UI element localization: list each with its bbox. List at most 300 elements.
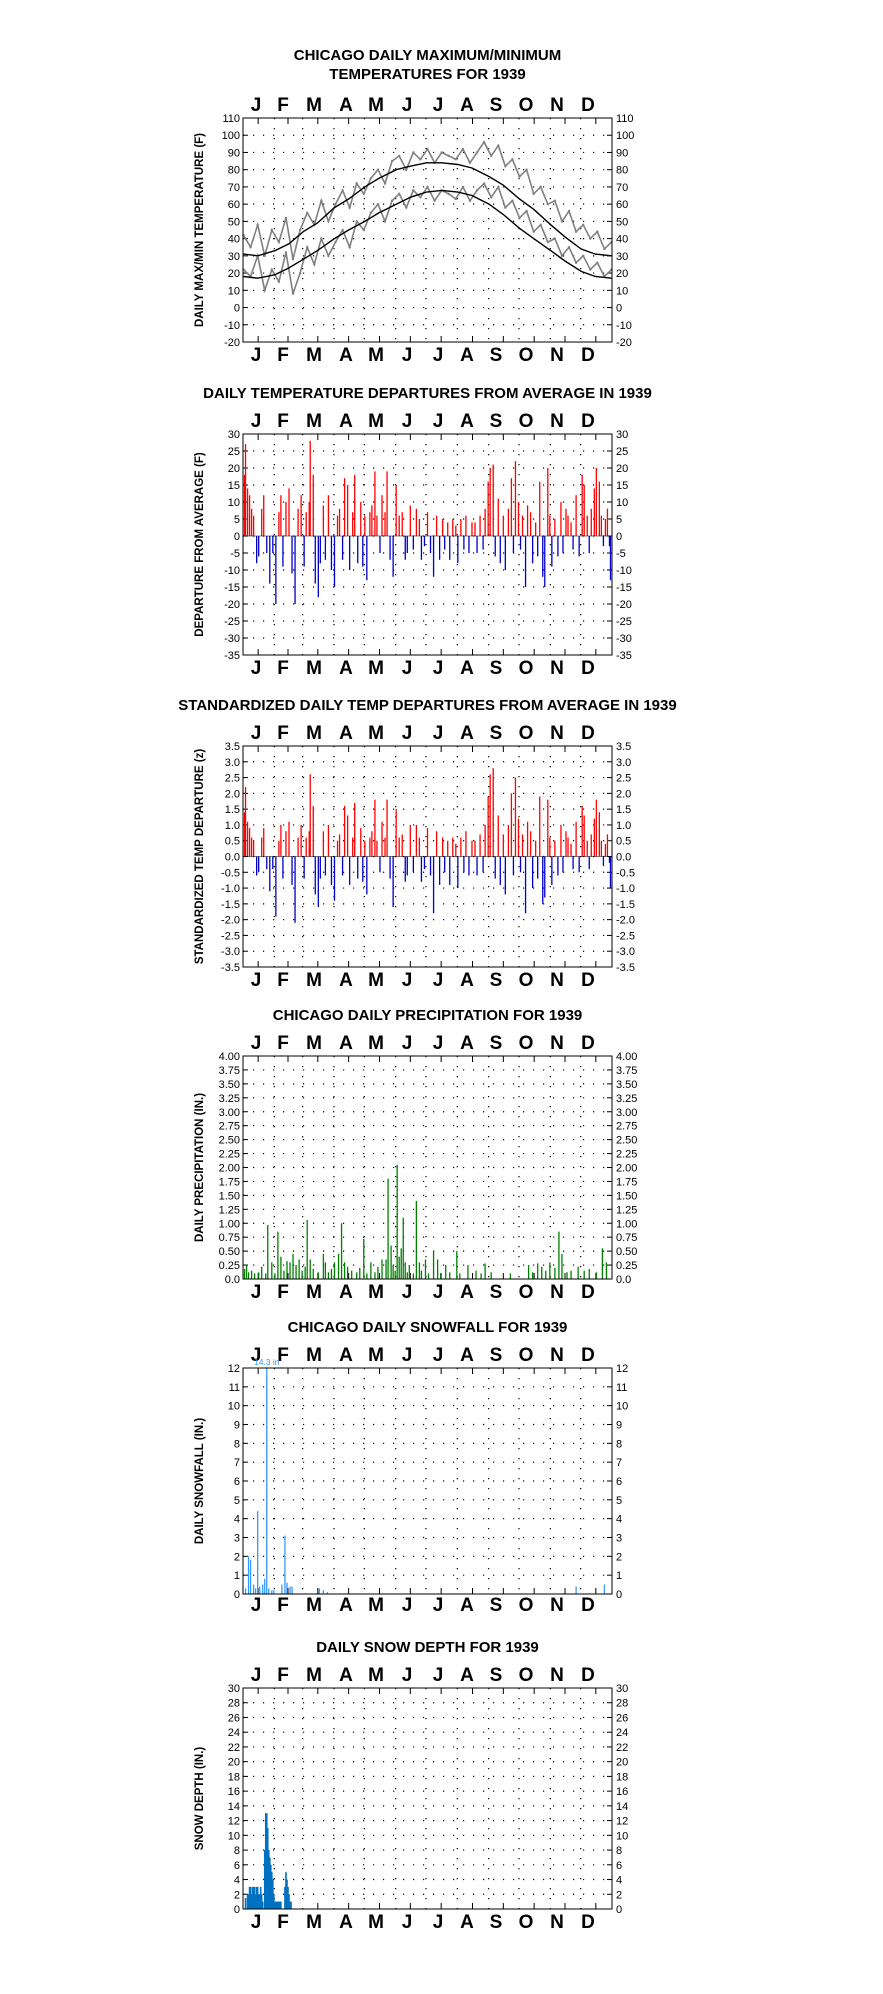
standardized-bar bbox=[488, 797, 489, 857]
standardized-bar bbox=[376, 841, 377, 857]
departures-bar bbox=[591, 509, 592, 536]
standardized-bar bbox=[508, 825, 509, 857]
temps-point-max bbox=[278, 241, 280, 243]
temps-ytick-label-left: 60 bbox=[227, 199, 240, 212]
temps-point-min bbox=[497, 186, 499, 188]
snowdepth-ytick-label-right: 6 bbox=[616, 1859, 623, 1872]
temps-point-min bbox=[306, 246, 308, 248]
standardized-month-label-top: O bbox=[518, 723, 534, 744]
standardized-ytick-label-right: 1.0 bbox=[616, 819, 632, 832]
snowfall-ytick-label-right: 3 bbox=[616, 1532, 623, 1545]
standardized-ytick-label-right: -1.0 bbox=[616, 883, 635, 896]
precip-bar bbox=[356, 1272, 357, 1279]
temps-marks bbox=[242, 141, 612, 295]
departures-month-label-top: F bbox=[277, 411, 289, 432]
snowfall-month-label-bottom: D bbox=[581, 1595, 595, 1616]
standardized-bar bbox=[266, 857, 267, 870]
snowdepth-month-label-top: O bbox=[518, 1665, 534, 1686]
precip-bar bbox=[456, 1251, 457, 1279]
temps-point-max bbox=[504, 165, 506, 167]
temps-point-min bbox=[271, 268, 273, 270]
precip-bar bbox=[374, 1272, 375, 1279]
precip-ytick-label-left: 3.50 bbox=[218, 1078, 240, 1091]
standardized-bar bbox=[318, 857, 319, 908]
departures-plot-frame bbox=[243, 434, 612, 655]
snowfall-month-label-bottom: A bbox=[339, 1595, 353, 1616]
temps-title-1: CHICAGO DAILY MAXIMUM/MINIMUM bbox=[293, 47, 562, 64]
departures-month-label-top: J bbox=[401, 411, 413, 432]
temps-point-max bbox=[356, 182, 358, 184]
precip-ytick-label-right: 4.00 bbox=[616, 1051, 638, 1063]
standardized-bar bbox=[256, 857, 257, 876]
standardized-bar bbox=[410, 825, 411, 857]
standardized-month-label-bottom: J bbox=[401, 970, 413, 991]
precip-month-label-bottom: N bbox=[550, 1282, 564, 1303]
temps-ytick-label-left: 80 bbox=[227, 164, 240, 177]
departures-bar bbox=[386, 471, 387, 536]
standardized-bar bbox=[352, 838, 353, 857]
standardized-bar bbox=[374, 800, 375, 857]
departures-bar bbox=[503, 516, 504, 536]
snowdepth-ytick-label-left: 16 bbox=[227, 1786, 240, 1799]
departures-month-label-top: J bbox=[432, 411, 444, 432]
snowdepth-ytick-label-left: 4 bbox=[233, 1874, 240, 1887]
departures-bar bbox=[515, 461, 516, 536]
temps-month-label-bottom: J bbox=[250, 345, 262, 366]
departures-month-label-bottom: S bbox=[489, 658, 503, 679]
standardized-bar bbox=[605, 844, 606, 857]
precip-bar bbox=[334, 1262, 335, 1279]
precip-bar bbox=[254, 1273, 255, 1279]
standardized-ytick-label-right: -2.5 bbox=[616, 930, 635, 943]
snowfall-bar bbox=[262, 1585, 263, 1594]
temps-ytick-label-right: 40 bbox=[616, 233, 629, 246]
precip-ytick-label-left: 3.25 bbox=[218, 1092, 240, 1105]
temps-ytick-label-right: 50 bbox=[616, 216, 629, 229]
snowfall-annotation: 14.3 in bbox=[253, 1357, 280, 1367]
departures-bar bbox=[342, 536, 343, 560]
snowdepth-bar bbox=[290, 1902, 292, 1909]
departures-bar bbox=[318, 536, 319, 597]
standardized-bar bbox=[537, 857, 538, 879]
departures-bar bbox=[379, 536, 380, 553]
departures-bar bbox=[399, 516, 400, 536]
snowfall-ytick-label-left: 6 bbox=[233, 1476, 240, 1488]
departures-bar bbox=[532, 536, 533, 563]
departures-ytick-label-left: -35 bbox=[224, 650, 240, 662]
precip-bar bbox=[331, 1269, 332, 1279]
departures-month-label-bottom: J bbox=[250, 658, 262, 679]
departures-bar bbox=[427, 512, 428, 536]
standardized-bar bbox=[413, 857, 414, 873]
precip-month-label-bottom: O bbox=[518, 1282, 534, 1303]
standardized-bar bbox=[535, 841, 536, 857]
standardized-bar bbox=[515, 778, 516, 857]
snowdepth-bar bbox=[280, 1902, 282, 1909]
temps-chart bbox=[194, 47, 634, 366]
departures-bar bbox=[272, 536, 273, 553]
departures-bar bbox=[449, 536, 450, 560]
precip-bar bbox=[407, 1272, 408, 1279]
standardized-bar bbox=[567, 838, 568, 857]
precip-ytick-label-right: 3.25 bbox=[616, 1092, 638, 1105]
departures-ytick-label-left: -25 bbox=[224, 616, 240, 628]
departures-bar bbox=[419, 519, 420, 536]
standardized-ytick-label-left: 1.0 bbox=[224, 819, 240, 832]
snowfall-month-label-bottom: M bbox=[368, 1595, 384, 1616]
snowdepth-month-label-top: N bbox=[550, 1665, 564, 1686]
snowfall-ytick-label-right: 8 bbox=[616, 1438, 623, 1451]
standardized-bar bbox=[596, 800, 597, 857]
precip-month-label-bottom: J bbox=[432, 1282, 444, 1303]
precip-bar bbox=[433, 1251, 434, 1279]
standardized-ytick-label-left: 2.5 bbox=[224, 772, 240, 785]
departures-bar bbox=[304, 536, 305, 567]
snowfall-month-label-top: N bbox=[550, 1345, 564, 1366]
departures-bar bbox=[344, 478, 345, 536]
temps-point-max bbox=[596, 231, 598, 233]
standardized-bar bbox=[386, 800, 387, 857]
departures-bar bbox=[471, 522, 472, 536]
temps-ytick-label-right: 60 bbox=[616, 199, 629, 212]
standardized-bar bbox=[369, 838, 370, 857]
departures-bar bbox=[575, 495, 576, 536]
standardized-bar bbox=[582, 806, 583, 857]
snowdepth-month-label-top: J bbox=[250, 1665, 262, 1686]
departures-bar bbox=[587, 516, 588, 536]
temps-point-min bbox=[554, 237, 556, 239]
precip-ytick-label-left: 4.00 bbox=[218, 1051, 240, 1063]
temps-month-label-bottom: M bbox=[368, 345, 384, 366]
standardized-bar bbox=[366, 857, 367, 895]
temps-ytick-label-right: 100 bbox=[616, 130, 635, 143]
departures-bar bbox=[498, 499, 499, 536]
standardized-bar bbox=[354, 803, 355, 857]
temps-ytick-label-left: 90 bbox=[227, 147, 240, 160]
departures-bar bbox=[457, 536, 458, 563]
precip-bar bbox=[338, 1254, 339, 1279]
standardized-ytick-label-left: 3.0 bbox=[224, 756, 240, 769]
standardized-bar bbox=[490, 774, 491, 856]
precip-bar bbox=[377, 1267, 378, 1279]
departures-month-label-bottom: M bbox=[368, 658, 384, 679]
precip-bar bbox=[403, 1218, 404, 1279]
precip-ytick-label-right: 1.75 bbox=[616, 1176, 638, 1189]
temps-month-label-top: J bbox=[250, 95, 262, 116]
snowfall-month-label-bottom: N bbox=[550, 1595, 564, 1616]
standardized-bar bbox=[416, 825, 417, 857]
snowdepth-month-label-top: J bbox=[401, 1665, 413, 1686]
departures-bar bbox=[291, 536, 292, 573]
temps-point-max bbox=[525, 168, 527, 170]
departures-ytick-label-left: 30 bbox=[227, 429, 240, 441]
precip-bar bbox=[480, 1273, 481, 1279]
departures-bar bbox=[518, 502, 519, 536]
precip-ylabel: DAILY PRECIPITATION (IN.) bbox=[194, 1092, 206, 1243]
standardized-bar bbox=[272, 857, 273, 870]
precip-bar bbox=[307, 1220, 308, 1279]
precip-ytick-label-left: 1.50 bbox=[218, 1190, 240, 1203]
standardized-bar bbox=[591, 834, 592, 856]
precip-bar bbox=[491, 1272, 492, 1279]
standardized-month-label-top: F bbox=[277, 723, 289, 744]
precip-ytick-label-left: 0.25 bbox=[218, 1260, 240, 1273]
standardized-ytick-label-left: 1.5 bbox=[224, 804, 240, 817]
departures-bar bbox=[405, 536, 406, 560]
standardized-bar bbox=[313, 806, 314, 857]
departures-bar bbox=[442, 519, 443, 536]
departures-ytick-label-left: 0 bbox=[233, 531, 240, 543]
departures-bar bbox=[547, 468, 548, 536]
temps-point-min bbox=[377, 203, 379, 205]
precip-bar bbox=[549, 1262, 550, 1279]
departures-bar bbox=[463, 536, 464, 550]
precip-bar bbox=[267, 1225, 268, 1279]
precip-bar bbox=[344, 1262, 345, 1279]
temps-point-max bbox=[497, 144, 499, 146]
precip-bar bbox=[475, 1271, 476, 1279]
precip-ytick-label-right: 0.25 bbox=[616, 1260, 638, 1273]
departures-bar bbox=[320, 536, 321, 563]
precip-bar bbox=[584, 1271, 585, 1279]
temps-point-max bbox=[547, 203, 549, 205]
standardized-bar bbox=[282, 857, 283, 879]
temps-point-min bbox=[483, 182, 485, 184]
departures-bar bbox=[366, 536, 367, 580]
snowdepth-ytick-label-left: 30 bbox=[227, 1683, 240, 1695]
snowfall-bar bbox=[273, 1590, 274, 1594]
standardized-bar bbox=[498, 815, 499, 856]
precip-ytick-label-left: 3.00 bbox=[218, 1106, 240, 1119]
departures-bar bbox=[439, 536, 440, 560]
precip-bar bbox=[390, 1246, 391, 1279]
departures-ytick-label-right: 30 bbox=[616, 429, 629, 441]
precip-bar bbox=[387, 1179, 388, 1279]
departures-bar bbox=[245, 444, 246, 536]
snowdepth-ytick-label-left: 12 bbox=[227, 1815, 240, 1828]
standardized-bar bbox=[371, 831, 372, 856]
snowdepth-month-label-top: A bbox=[339, 1665, 353, 1686]
precip-bar bbox=[602, 1248, 603, 1279]
standardized-bar bbox=[357, 857, 358, 879]
precip-bar bbox=[248, 1272, 249, 1279]
standardized-bar bbox=[610, 857, 611, 889]
departures-marks bbox=[243, 441, 612, 604]
precip-bar bbox=[397, 1165, 398, 1279]
precip-bar bbox=[381, 1259, 382, 1279]
temps-point-max bbox=[327, 220, 329, 222]
precip-ytick-label-right: 2.00 bbox=[616, 1162, 638, 1175]
temps-point-min bbox=[278, 280, 280, 282]
departures-ytick-label-right: 0 bbox=[616, 531, 623, 543]
departures-bar bbox=[513, 536, 514, 553]
temps-point-min bbox=[334, 241, 336, 243]
departures-bar bbox=[396, 485, 397, 536]
standardized-ytick-label-left: 0.5 bbox=[224, 835, 240, 848]
precip-bar bbox=[510, 1273, 511, 1279]
temps-ytick-label-right: -10 bbox=[616, 319, 632, 332]
departures-ytick-label-left: 15 bbox=[227, 480, 240, 492]
snowdepth-ytick-label-right: 26 bbox=[616, 1712, 629, 1725]
temps-point-max bbox=[561, 220, 563, 222]
snowdepth-month-label-top: S bbox=[489, 1665, 503, 1686]
temps-point-min bbox=[596, 262, 598, 264]
departures-bar bbox=[570, 522, 571, 536]
departures-bar bbox=[331, 536, 332, 570]
temps-month-label-top: M bbox=[368, 95, 384, 116]
snowdepth-month-label-bottom: M bbox=[306, 1912, 322, 1933]
temps-ytick-label-right: 30 bbox=[616, 250, 629, 263]
standardized-bar bbox=[575, 822, 576, 857]
temps-point-min bbox=[462, 186, 464, 188]
standardized-bar bbox=[389, 857, 390, 879]
precip-ytick-label-left: 0.0 bbox=[224, 1274, 240, 1286]
temps-point-min bbox=[419, 196, 421, 198]
departures-bar bbox=[285, 502, 286, 536]
temps-point-max bbox=[264, 255, 266, 257]
standardized-bar bbox=[554, 841, 555, 857]
temps-point-max bbox=[377, 168, 379, 170]
standardized-month-label-bottom: J bbox=[432, 970, 444, 991]
snowfall-bar bbox=[323, 1590, 324, 1594]
precip-bar bbox=[286, 1261, 287, 1279]
precip-bar bbox=[566, 1272, 567, 1279]
standardized-bar bbox=[463, 857, 464, 873]
temps-point-min bbox=[568, 246, 570, 248]
snowdepth-month-label-bottom: S bbox=[489, 1912, 503, 1933]
precip-bar bbox=[425, 1259, 426, 1279]
standardized-bar bbox=[381, 822, 382, 857]
departures-bar bbox=[605, 519, 606, 536]
temps-month-label-bottom: M bbox=[306, 345, 322, 366]
temps-point-max bbox=[299, 229, 301, 231]
standardized-bar bbox=[460, 838, 461, 857]
snowfall-grid bbox=[243, 1368, 612, 1594]
departures-bar bbox=[392, 536, 393, 577]
temps-point-min bbox=[285, 251, 287, 253]
snowfall-month-label-top: J bbox=[432, 1345, 444, 1366]
precip-bar bbox=[445, 1265, 446, 1279]
standardized-bar bbox=[407, 857, 408, 876]
precip-bar bbox=[399, 1257, 400, 1279]
precip-ytick-label-left: 0.50 bbox=[218, 1246, 240, 1259]
standardized-bar bbox=[249, 828, 250, 856]
departures-bar bbox=[535, 522, 536, 536]
temps-month-label-top: A bbox=[339, 95, 353, 116]
temps-point-min bbox=[412, 189, 414, 191]
temps-point-min bbox=[532, 231, 534, 233]
departures-month-label-bottom: N bbox=[550, 658, 564, 679]
departures-bar bbox=[465, 516, 466, 536]
temps-point-max bbox=[398, 155, 400, 157]
precip-bar bbox=[570, 1271, 571, 1279]
departures-ytick-label-left: -15 bbox=[224, 582, 240, 594]
departures-bar bbox=[479, 516, 480, 536]
temps-month-label-bottom: A bbox=[339, 345, 353, 366]
standardized-bar bbox=[310, 774, 311, 856]
departures-bar bbox=[364, 516, 365, 536]
standardized-bar bbox=[402, 834, 403, 856]
standardized-bar bbox=[399, 838, 400, 857]
snowfall-bar bbox=[286, 1583, 287, 1594]
precip-bar bbox=[325, 1262, 326, 1279]
precip-ytick-label-right: 2.50 bbox=[616, 1134, 638, 1147]
departures-month-label-bottom: J bbox=[401, 658, 413, 679]
standardized-bar bbox=[392, 857, 393, 908]
departures-bar bbox=[371, 505, 372, 536]
snowfall-month-label-top: F bbox=[277, 1345, 289, 1366]
standardized-bar bbox=[570, 844, 571, 857]
standardized-ytick-label-right: 2.0 bbox=[616, 788, 632, 801]
standardized-bar bbox=[253, 841, 254, 857]
standardized-ytick-label-left: -3.0 bbox=[221, 946, 240, 959]
precip-bar bbox=[467, 1265, 468, 1279]
precip-ytick-label-left: 2.50 bbox=[218, 1134, 240, 1147]
precip-ytick-label-left: 0.75 bbox=[218, 1232, 240, 1245]
snowfall-ytick-label-left: 1 bbox=[233, 1570, 240, 1583]
departures-bar bbox=[557, 536, 558, 556]
snowfall-ytick-label-left: 9 bbox=[233, 1419, 240, 1432]
precip-bar bbox=[351, 1271, 352, 1279]
departures-bar bbox=[282, 536, 283, 567]
standardized-bar bbox=[484, 825, 485, 857]
departures-bar bbox=[589, 536, 590, 553]
snowdepth-ytick-label-right: 2 bbox=[616, 1889, 623, 1902]
snowfall-ytick-label-left: 0 bbox=[233, 1589, 240, 1601]
precip-bar bbox=[421, 1271, 422, 1279]
snowfall-bar bbox=[250, 1560, 251, 1594]
precip-month-label-bottom: S bbox=[489, 1282, 503, 1303]
departures-bar bbox=[452, 519, 453, 536]
standardized-month-label-bottom: J bbox=[250, 970, 262, 991]
snowfall-month-label-bottom: J bbox=[250, 1595, 262, 1616]
temps-point-min bbox=[582, 255, 584, 257]
temps-point-max bbox=[271, 229, 273, 231]
snowdepth-ytick-label-left: 22 bbox=[227, 1741, 240, 1754]
standardized-bar bbox=[325, 857, 326, 876]
precip-bar bbox=[449, 1272, 450, 1279]
precip-month-label-bottom: J bbox=[401, 1282, 413, 1303]
standardized-bar bbox=[474, 841, 475, 857]
standardized-bar bbox=[603, 857, 604, 866]
precip-month-label-top: J bbox=[432, 1033, 444, 1054]
standardized-bar bbox=[251, 838, 252, 857]
snowdepth-ytick-label-left: 26 bbox=[227, 1712, 240, 1725]
precip-ytick-label-right: 1.00 bbox=[616, 1218, 638, 1231]
temps-month-label-top: M bbox=[306, 95, 322, 116]
snowfall-ytick-label-left: 8 bbox=[233, 1438, 240, 1451]
departures-bar bbox=[565, 509, 566, 536]
standardized-bar bbox=[500, 857, 501, 885]
precip-bar bbox=[246, 1265, 247, 1279]
standardized-bar bbox=[565, 831, 566, 856]
standardized-bar bbox=[436, 831, 437, 856]
temps-point-max bbox=[455, 158, 457, 160]
temps-point-max bbox=[476, 151, 478, 153]
standardized-bar bbox=[297, 838, 298, 857]
precip-bar bbox=[295, 1265, 296, 1279]
standardized-bar bbox=[261, 838, 262, 857]
snowfall-bar bbox=[253, 1585, 254, 1594]
departures-bar bbox=[554, 519, 555, 536]
snowdepth-month-label-bottom: N bbox=[550, 1912, 564, 1933]
standardized-chart bbox=[178, 697, 676, 991]
standardized-bar bbox=[549, 838, 550, 857]
temps-point-max bbox=[589, 237, 591, 239]
snowfall-bar bbox=[291, 1586, 292, 1594]
temps-month-label-top: A bbox=[460, 95, 474, 116]
snowfall-bar bbox=[248, 1556, 249, 1594]
